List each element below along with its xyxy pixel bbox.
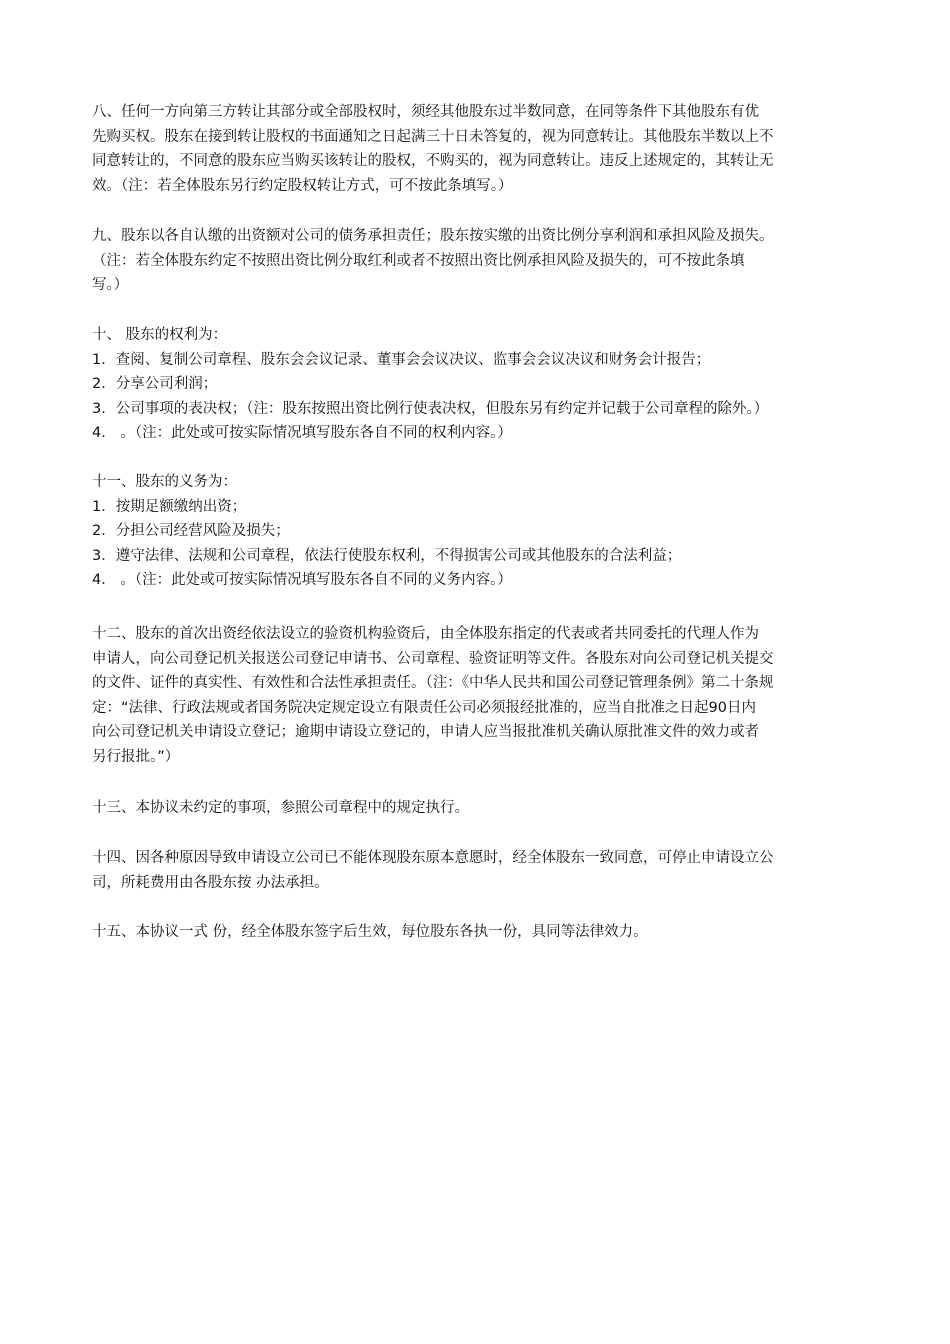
clause-12-line: 十二、股东的首次出资经依法设立的验资机构验资后，由全体股东指定的代表或者共同委托的代理人作为 xyxy=(92,626,759,642)
clause-9-line: （注：若全体股东约定不按照出资比例分取红利或者不按照出资比例承担风险及损失的，可不按此条填 xyxy=(92,252,745,269)
clause-12-line: 向公司登记机关申请设立登记；逾期申请设立登记的，申请人应当报批准机关确认原批准文件的效力或者 xyxy=(92,724,759,740)
clause-9-line: 写。） xyxy=(92,277,129,293)
clause-11-item: 1．按期足额缴纳出资； xyxy=(92,498,247,515)
clause-11 xyxy=(92,470,882,593)
clause-12-line: 定：“法律、行政法规或者国务院决定规定设立有限责任公司必须报经批准的，应当自批准之日起90日内 xyxy=(92,699,756,716)
clause-11-item: 2．分担公司经营风险及损失； xyxy=(92,523,290,539)
clause-11-heading: 十一、股东的义务为： xyxy=(92,474,237,490)
clause-10-heading: 十、 股东的权利为： xyxy=(92,327,228,343)
clause-12-line: 申请人，向公司登记机关报送公司登记申请书、公司章程、验资证明等文件。各股东对向公司登记机关提交 xyxy=(92,650,774,667)
clause-10-item: 4． 。（注：此处或可按实际情况填写股东各自不同的权利内容。） xyxy=(92,425,512,441)
clause-8 xyxy=(92,100,882,198)
clause-14 xyxy=(92,846,882,895)
clause-10-item: 1．查阅、复制公司章程、股东会会议记录、董事会会议决议、监事会会议决议和财务会计报告； xyxy=(92,351,711,368)
clause-14-line: 司，所耗费用由各股东按 办法承担。 xyxy=(92,874,329,891)
clause-10 xyxy=(92,323,882,446)
clause-8-line: 同意转让的，不同意的股东应当购买该转让的股权，不购买的，视为同意转让。违反上述规定的，其转让无 xyxy=(92,153,774,169)
clause-12 xyxy=(92,622,882,769)
clause-10-item: 3．公司事项的表决权；（注：股东按照出资比例行使表决权，但股东另有约定并记载于公司章程的除外。） xyxy=(92,400,769,417)
clause-14-line: 十四、因各种原因导致申请设立公司已不能体现股东原本意愿时，经全体股东一致同意，可停止申请设立公 xyxy=(92,850,774,866)
clause-12-line: 的文件、证件的真实性、有效性和合法性承担责任。（注：《中华人民共和国公司登记管理条例》第二十条规 xyxy=(92,675,774,691)
clause-10-item: 2．分享公司利润； xyxy=(92,376,218,392)
clause-9 xyxy=(92,224,882,298)
clause-13-line: 十三、本协议未约定的事项，参照公司章程中的规定执行。 xyxy=(92,800,469,816)
clause-11-item: 3．遵守法律、法规和公司章程，依法行使股东权利，不得损害公司或其他股东的合法利益； xyxy=(92,547,682,564)
clause-15 xyxy=(92,920,882,945)
clause-11-item: 4． 。（注：此处或可按实际情况填写股东各自不同的义务内容。） xyxy=(92,572,512,588)
clause-8-line: 效。（注：若全体股东另行约定股权转让方式，可不按此条填写。） xyxy=(92,177,513,194)
clause-8-line: 先购买权。股东在接到转让股权的书面通知之日起满三十日未答复的，视为同意转让。其他股东半数以上不 xyxy=(92,128,774,145)
clause-8-line: 八、任何一方向第三方转让其部分或全部股权时，须经其他股东过半数同意，在同等条件下其他股东有优 xyxy=(92,104,759,120)
clause-15-line: 十五、本协议一式 份，经全体股东签字后生效，每位股东各执一份，具同等法律效力。 xyxy=(92,924,648,940)
clause-9-line: 九、股东以各自认缴的出资额对公司的债务承担责任；股东按实缴的出资比例分享利润和承担风险及损失。 xyxy=(92,228,774,244)
clause-13 xyxy=(92,796,882,821)
clause-12-line: 另行报批。”） xyxy=(92,748,180,765)
